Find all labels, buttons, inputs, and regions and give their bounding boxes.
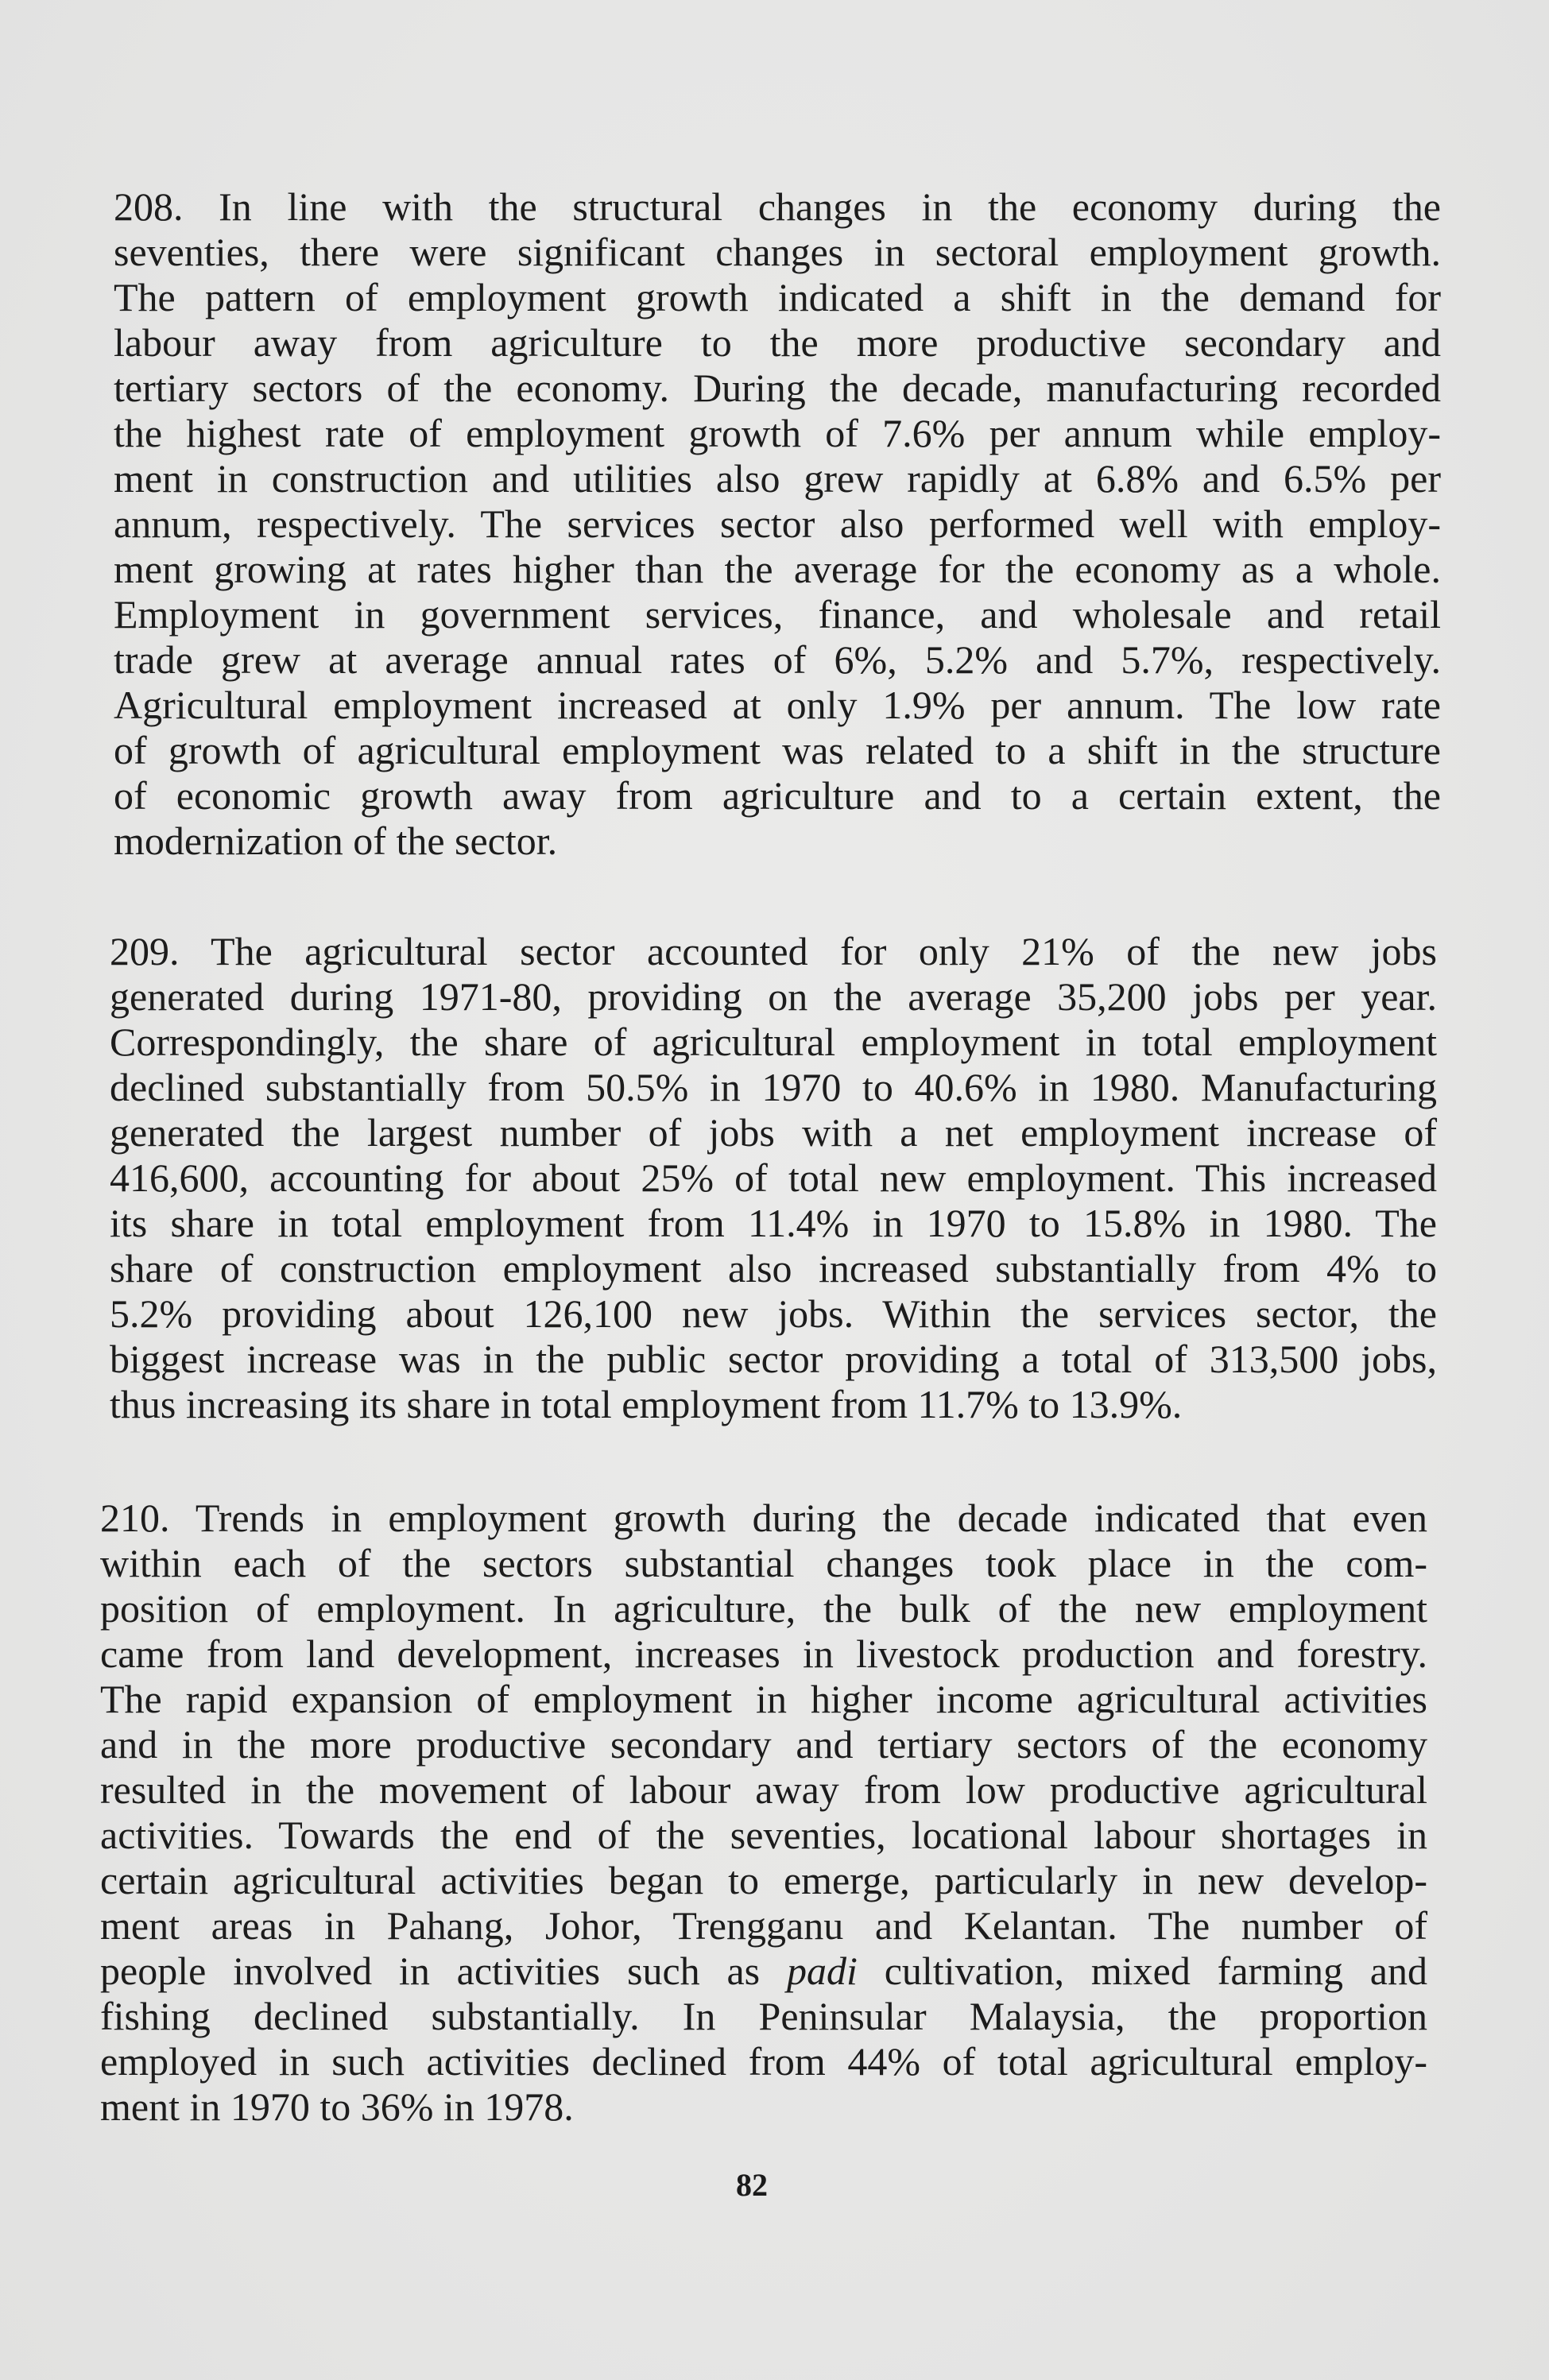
text-line: ment in construction and utilities also grew rapidly at 6.8% and 6.5% per [114, 456, 1441, 501]
text-line: and in the more productive secondary and tertiary sectors of the economy [100, 1722, 1427, 1767]
page-number: 82 [736, 2167, 768, 2203]
text-line: 5.2% providing about 126,100 new jobs. Within the services sector, the [110, 1291, 1437, 1336]
text-line: came from land development, increases in livestock production and forestry. [100, 1631, 1427, 1676]
paragraph-210 [100, 1496, 1427, 2130]
text-line: labour away from agriculture to the more productive secondary and [114, 320, 1441, 365]
text-line: of economic growth away from agriculture and to a certain extent, the [114, 773, 1441, 818]
text-line: 209. The agricultural sector accounted for only 21% of the new jobs [110, 929, 1437, 973]
text-line: 210. Trends in employment growth during the decade indicated that even [100, 1496, 1427, 1540]
italic-term-padi: padi [786, 1949, 858, 1993]
text-line: Employment in government services, finance, and wholesale and retail [114, 592, 1441, 637]
text-line: Agricultural employment increased at only 1.9% per annum. The low rate [114, 683, 1441, 727]
text-line: thus increasing its share in total employment from 11.7% to 13.9%. [110, 1382, 1183, 1426]
paragraph-209 [110, 929, 1437, 1427]
text-line: position of employment. In agriculture, the bulk of the new employment [100, 1586, 1427, 1631]
text-line: of growth of agricultural employment was related to a shift in the structure [114, 728, 1441, 772]
text-line: trade grew at average annual rates of 6%, 5.2% and 5.7%, respectively. [114, 637, 1441, 682]
text-line: The pattern of employment growth indicated a shift in the demand for [114, 275, 1441, 319]
text-segment: cultivation, mixed farming and [857, 1949, 1427, 1993]
text-line-with-italic [100, 1949, 1427, 1994]
text-line: resulted in the movement of labour away from low productive agricultural [100, 1767, 1427, 1812]
text-line: modernization of the sector. [114, 818, 558, 863]
text-line: biggest increase was in the public sector providing a total of 313,500 jobs, [110, 1337, 1437, 1381]
text-line: Correspondingly, the share of agricultural employment in total employment [110, 1020, 1437, 1064]
text-line: seventies, there were significant changes in sectoral employment growth. [114, 230, 1441, 274]
text-line: 416,600, accounting for about 25% of total new employment. This increased [110, 1155, 1437, 1200]
text-line: ment growing at rates higher than the average for the economy as a whole. [114, 547, 1441, 591]
text-segment: people involved in activities such as [100, 1949, 787, 1993]
paragraph-208 [114, 184, 1441, 864]
text-line: employed in such activities declined from 44% of total agricultural employ- [100, 2039, 1427, 2084]
text-line: certain agricultural activities began to emerge, particularly in new develop- [100, 1858, 1427, 1902]
text-line: The rapid expansion of employment in higher income agricultural activities [100, 1677, 1427, 1721]
text-line: share of construction employment also increased substantially from 4% to [110, 1246, 1437, 1291]
text-line: generated the largest number of jobs with a net employment increase of [110, 1110, 1437, 1155]
text-line: declined substantially from 50.5% in 1970 to 40.6% in 1980. Manufacturing [110, 1065, 1437, 1109]
text-line: within each of the sectors substantial changes took place in the com- [100, 1541, 1427, 1585]
text-line: its share in total employment from 11.4% in 1970 to 15.8% in 1980. The [110, 1201, 1437, 1245]
text-line: tertiary sectors of the economy. During the decade, manufacturing recorded [114, 366, 1441, 410]
text-line: ment in 1970 to 36% in 1978. [100, 2084, 574, 2129]
text-line: activities. Towards the end of the seventies, locational labour shortages in [100, 1813, 1427, 1857]
text-line: ment areas in Pahang, Johor, Trengganu and Kelantan. The number of [100, 1903, 1427, 1948]
text-line: annum, respectively. The services sector also performed well with employ- [114, 501, 1441, 546]
text-line: generated during 1971-80, providing on the average 35,200 jobs per year. [110, 974, 1437, 1019]
text-line: 208. In line with the structural changes in the economy during the [114, 184, 1441, 229]
text-line: fishing declined substantially. In Peninsular Malaysia, the proportion [100, 1994, 1427, 2038]
text-line: the highest rate of employment growth of 7.6% per annum while employ- [114, 411, 1441, 455]
